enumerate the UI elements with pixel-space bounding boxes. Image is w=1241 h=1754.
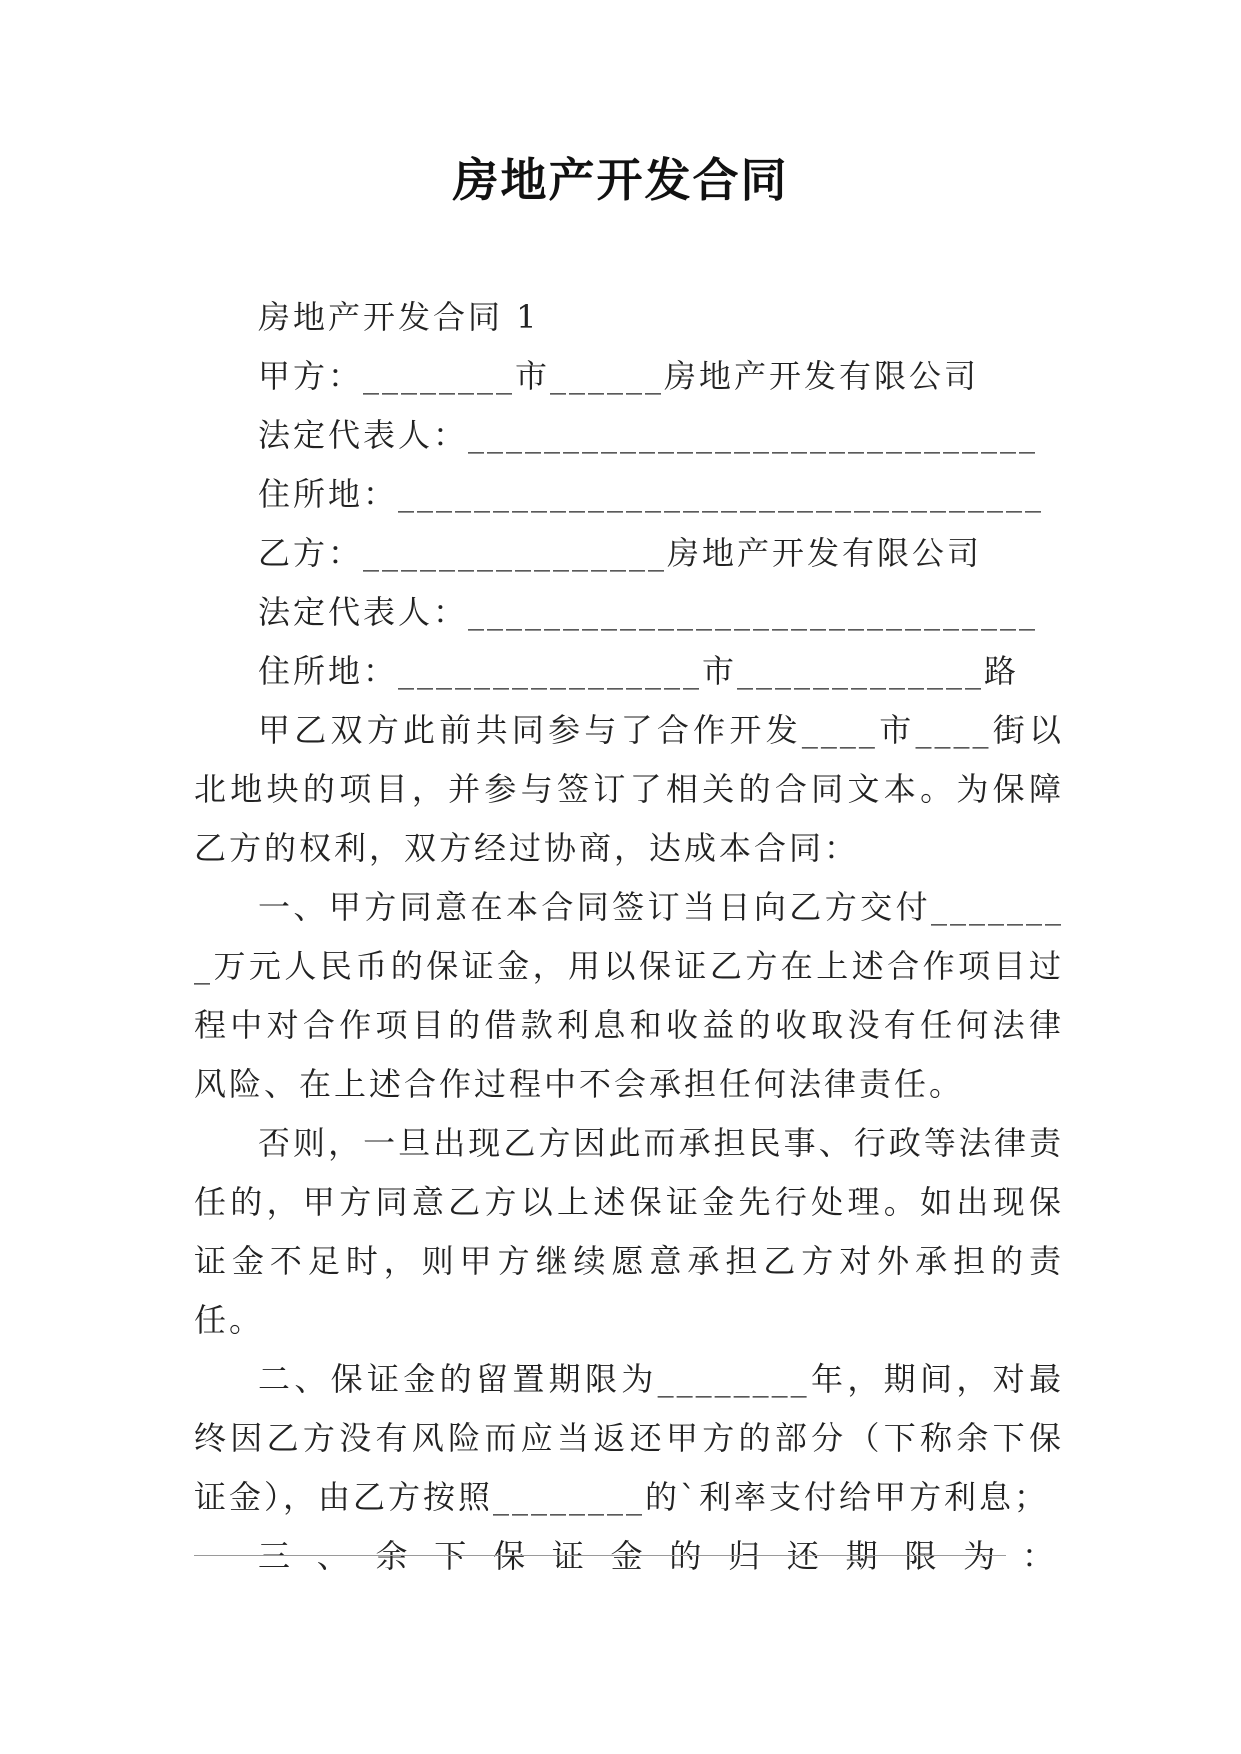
clause-1-continuation-paragraph: 否则，一旦出现乙方因此而承担民事、行政等法律责任的，甲方同意乙方以上述保证金先行处理。如出现保证金不足时，则甲方继续愿意承担乙方对外承担的责任。	[194, 1124, 1064, 1339]
preamble-paragraph: 甲乙双方此前共同参与了合作开发____市____街以北地块的项目，并参与签订了相关的合同文本。为保障乙方的权利，双方经过协商，达成本合同：	[194, 711, 1064, 867]
party-a-line: 甲方：________市______房地产开发有限公司	[258, 357, 980, 395]
party-b-address-line: 住所地：________________市_____________路	[258, 652, 1020, 690]
document-title: 房地产开发合同	[452, 153, 789, 207]
party-a-address-line: 住所地：__________________________________	[258, 475, 1045, 513]
contract-subtitle: 房地产开发合同 1	[258, 298, 540, 336]
blank-fill-line	[194, 1555, 1006, 1556]
party-b-representative-line: 法定代表人：______________________________	[258, 593, 1039, 631]
clause-2-paragraph: 二、保证金的留置期限为________年，期间，对最终因乙方没有风险而应当返还甲方的部分（下称余下保证金），由乙方按照________的`利率支付给甲方利息；	[194, 1360, 1064, 1516]
party-a-representative-line: 法定代表人：______________________________	[258, 416, 1039, 454]
party-b-line: 乙方：________________房地产开发有限公司	[258, 534, 983, 572]
clause-1-paragraph: 一、甲方同意在本合同签订当日向乙方交付________万元人民币的保证金，用以保证乙方在上述合作项目过程中对合作项目的借款利息和收益的收取没有任何法律风险、在上述合作过程中不会承担任何法律责任。	[194, 888, 1064, 1103]
clause-3-paragraph: 三、余下保证金的归还期限为：	[258, 1537, 1064, 1575]
document-body	[194, 288, 1064, 1586]
